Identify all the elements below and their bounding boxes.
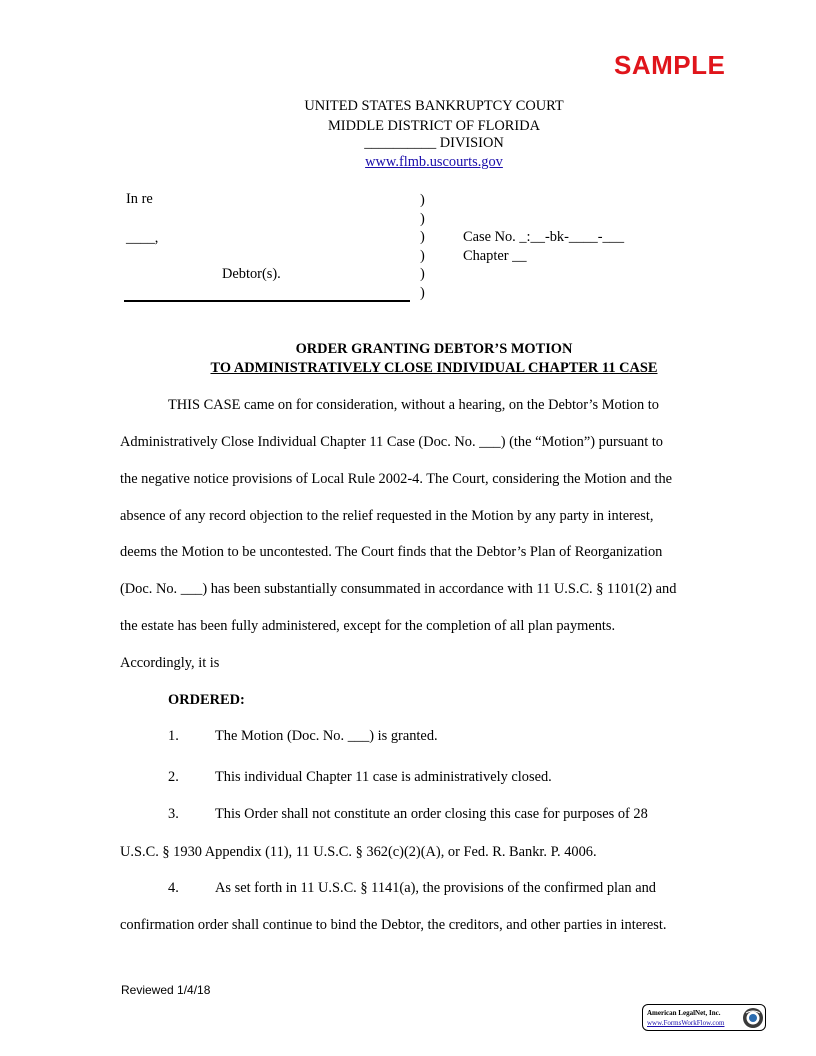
paragraph-line: absence of any record objection to the relief requested in the Motion by any party in interest,: [120, 508, 654, 524]
paragraph-line: the estate has been fully administered, except for the completion of all plan payments.: [120, 618, 616, 634]
court-name: UNITED STATES BANKRUPTCY COURT: [304, 98, 564, 114]
caption-paren: ): [420, 266, 425, 282]
paragraph-line: deems the Motion to be uncontested. The Court finds that the Debtor’s Plan of Reorganization: [120, 544, 663, 560]
website-link[interactable]: www.flmb.uscourts.gov: [365, 154, 503, 170]
item-text: The Motion (Doc. No. ___) is granted.: [215, 728, 438, 744]
item-text: This Order shall not constitute an order closing this case for purposes of 28: [215, 806, 648, 822]
caption-paren: ): [420, 192, 425, 208]
badge-url[interactable]: www.FormsWorkFlow.com: [647, 1019, 725, 1027]
caption-underline: [124, 300, 410, 302]
debtor-name-blank: ____,: [126, 230, 159, 246]
order-title-line2-wrap: [0, 360, 816, 377]
reviewed-date: Reviewed 1/4/18: [121, 983, 211, 997]
item-number: 2.: [168, 769, 179, 785]
chapter-number: Chapter __: [463, 248, 527, 264]
debtor-label: Debtor(s).: [222, 266, 281, 282]
order-title-line1: ORDER GRANTING DEBTOR’S MOTION: [295, 341, 573, 357]
item-continuation: U.S.C. § 1930 Appendix (11), 11 U.S.C. § 362(c)(2)(A), or Fed. R. Bankr. P. 4006.: [120, 844, 597, 860]
in-re-label: In re: [126, 191, 153, 207]
paragraph-line: the negative notice provisions of Local Rule 2002-4. The Court, considering the Motion and the: [120, 471, 673, 487]
case-number: Case No. _:__-bk-____-___: [463, 229, 625, 245]
item-number: 1.: [168, 728, 179, 744]
item-number: 4.: [168, 880, 179, 896]
paragraph-line: (Doc. No. ___) has been substantially consummated in accordance with 11 U.S.C. § 1101(2) and: [120, 581, 677, 597]
caption-paren: ): [420, 285, 425, 301]
item-number: 3.: [168, 806, 179, 822]
globe-icon: [742, 1007, 764, 1029]
division-line: __________ DIVISION: [364, 135, 504, 151]
paragraph-line: Administratively Close Individual Chapter 11 Case (Doc. No. ___) (the “Motion”) pursuant to: [120, 434, 664, 450]
ordered-heading: ORDERED:: [168, 692, 245, 708]
website-link-wrap: [0, 154, 816, 171]
item-continuation: confirmation order shall continue to bind the Debtor, the creditors, and other parties in interest.: [120, 917, 667, 933]
badge-company-name: American LegalNet, Inc.: [647, 1009, 721, 1017]
district-name: MIDDLE DISTRICT OF FLORIDA: [327, 118, 540, 134]
legalnet-badge[interactable]: [642, 1004, 766, 1031]
caption-paren: ): [420, 211, 425, 227]
item-text: This individual Chapter 11 case is administratively closed.: [215, 769, 552, 785]
caption-paren: ): [420, 229, 425, 245]
sample-stamp: SAMPLE: [614, 50, 726, 80]
caption-paren: ): [420, 248, 425, 264]
paragraph-line: Accordingly, it is: [120, 655, 220, 671]
paragraph-line: THIS CASE came on for consideration, without a hearing, on the Debtor’s Motion to: [168, 397, 659, 413]
item-text: As set forth in 11 U.S.C. § 1141(a), the provisions of the confirmed plan and: [215, 880, 656, 896]
order-title-line2: TO ADMINISTRATIVELY CLOSE INDIVIDUAL CHAPTER 11 CASE: [210, 360, 658, 376]
